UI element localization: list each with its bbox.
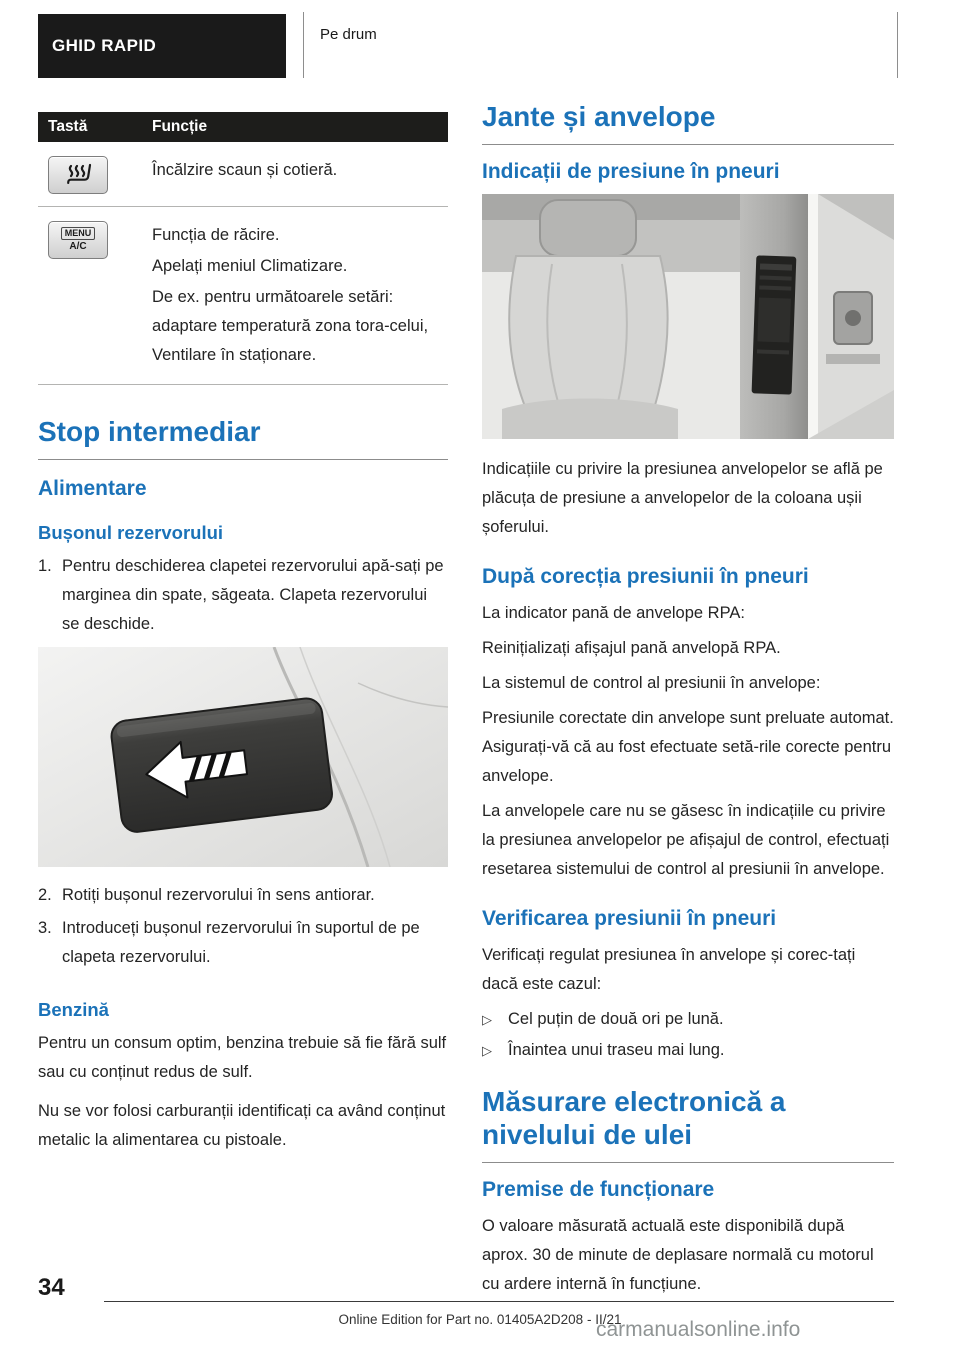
- door-pillar-tyre-pressure-image: [482, 194, 894, 439]
- bullet-text: Înaintea unui traseu mai lung.: [508, 1041, 725, 1059]
- numbered-step-3: [38, 914, 448, 972]
- triangle-bullet-icon: ▷: [482, 1043, 492, 1058]
- step-number: 2.: [38, 886, 52, 904]
- numbered-step-2: [38, 881, 448, 910]
- page-number: 34: [38, 1274, 65, 1301]
- edition-note: Online Edition for Part no. 01405A2D208 - II/21: [338, 1312, 622, 1327]
- chapter-title: GHID RAPID: [52, 36, 157, 55]
- seat-heating-icon: [48, 156, 108, 194]
- function-cell: [152, 156, 448, 194]
- paragraph: La sistemul de control al presiunii în anvelope:: [482, 674, 821, 692]
- fuel-filler-flap-image: [38, 647, 448, 867]
- paragraph: Verificați regulat presiunea în anvelope și corec-tați dacă este cazul:: [482, 946, 856, 993]
- paragraph: Nu se vor folosi carburanții identificați ca având conținut metalic la alimentarea cu pistoale.: [38, 1102, 446, 1149]
- menu-label: MENU: [61, 227, 96, 240]
- function-text: Funcția de răcire.: [152, 226, 280, 244]
- table-row-menu-ac: [38, 207, 448, 385]
- numbered-step-1: [38, 552, 448, 639]
- paragraph: Indicațiile cu privire la presiunea anvelopelor se află pe plăcuța de presiune a anvelopelor de la coloana ușii șoferului.: [482, 460, 883, 536]
- footer-rule: [104, 1301, 894, 1302]
- step-text: Rotiți bușonul rezervorului în sens antiorar.: [62, 886, 375, 904]
- seat-heating-glyph: [58, 162, 98, 188]
- paragraph: Pentru un consum optim, benzina trebuie să fie fără sulf sau cu conținut redus de sulf.: [38, 1034, 447, 1081]
- table-header-row: [38, 112, 448, 142]
- bullet-text: Cel puțin de două ori pe lună.: [508, 1010, 724, 1028]
- right-column: [482, 100, 894, 1305]
- key-function-table: [38, 112, 448, 385]
- chapter-label: [38, 14, 286, 78]
- function-text: Încălzire scaun și cotieră.: [152, 161, 338, 179]
- subsection-heading-alimentare: Alimentare: [38, 477, 147, 500]
- function-text: De ex. pentru următoarele setări: adaptare temperatură zona tora-celui, Ventilare în staționare.: [152, 288, 429, 364]
- bullet-item: [482, 1036, 894, 1065]
- section-heading-masurare: Măsurare electronică a nivelului de ulei: [482, 1085, 894, 1163]
- paragraph: La indicator pană de anvelope RPA:: [482, 604, 745, 622]
- section-heading-jante: Jante și anvelope: [482, 100, 894, 145]
- subsection-heading-benzina: Benzină: [38, 999, 109, 1020]
- table-row-seat-heating: [38, 142, 448, 207]
- watermark-text: carmanualsonline.info: [596, 1318, 801, 1341]
- ac-label: A/C: [69, 241, 87, 252]
- step-text: Introduceți bușonul rezervorului în suportul de pe clapeta rezervorului.: [62, 919, 420, 966]
- header-divider-right: [897, 12, 898, 78]
- menu-ac-icon: [48, 221, 108, 259]
- key-cell: [38, 221, 152, 372]
- bullet-item: [482, 1005, 894, 1034]
- column-header-tasta: Tastă: [48, 118, 88, 135]
- paragraph: O valoare măsurată actuală este disponibilă după aprox. 30 de minute de deplasare normală cu motorul cu ardere internă în funcțiune.: [482, 1217, 874, 1293]
- key-cell: [38, 156, 152, 194]
- column-header-functie: Funcție: [152, 118, 208, 135]
- section-heading-stop-intermediar: Stop intermediar: [38, 415, 448, 460]
- paragraph: Reinițializați afișajul pană anvelopă RPA.: [482, 639, 781, 657]
- header-divider-left: [303, 12, 304, 78]
- triangle-bullet-icon: ▷: [482, 1012, 492, 1027]
- function-cell: [152, 221, 448, 372]
- left-column: [38, 112, 448, 1161]
- tyre-pressure-placard: [752, 255, 797, 394]
- subsection-heading-busonul: Bușonul rezervorului: [38, 522, 224, 543]
- section-label: Pe drum: [320, 26, 377, 43]
- paragraph: La anvelopele care nu se găsesc în indicațiile cu privire la presiunea anvelopelor pe afișajul de control, efectuați resetarea sistemului de control al presiunii în anvelope.: [482, 802, 890, 878]
- step-text: Pentru deschiderea clapetei rezervorului apă-sați pe marginea din spate, săgeata. Clapeta rezervorului se deschide.: [62, 557, 444, 633]
- function-text: Apelați meniul Climatizare.: [152, 257, 348, 275]
- step-number: 3.: [38, 919, 52, 937]
- paragraph: Presiunile corectate din anvelope sunt preluate automat. Asigurați-vă că au fost efectuate setă-rile corecte pentru anvelope.: [482, 709, 894, 785]
- subsection-heading-indicatii: Indicații de presiune în pneuri: [482, 160, 780, 183]
- step-number: 1.: [38, 557, 52, 575]
- subsection-heading-verificarea: Verificarea presiunii în pneuri: [482, 907, 777, 930]
- subsection-heading-corectia: După corecția presiunii în pneuri: [482, 565, 809, 588]
- subsection-heading-premise: Premise de funcționare: [482, 1178, 715, 1201]
